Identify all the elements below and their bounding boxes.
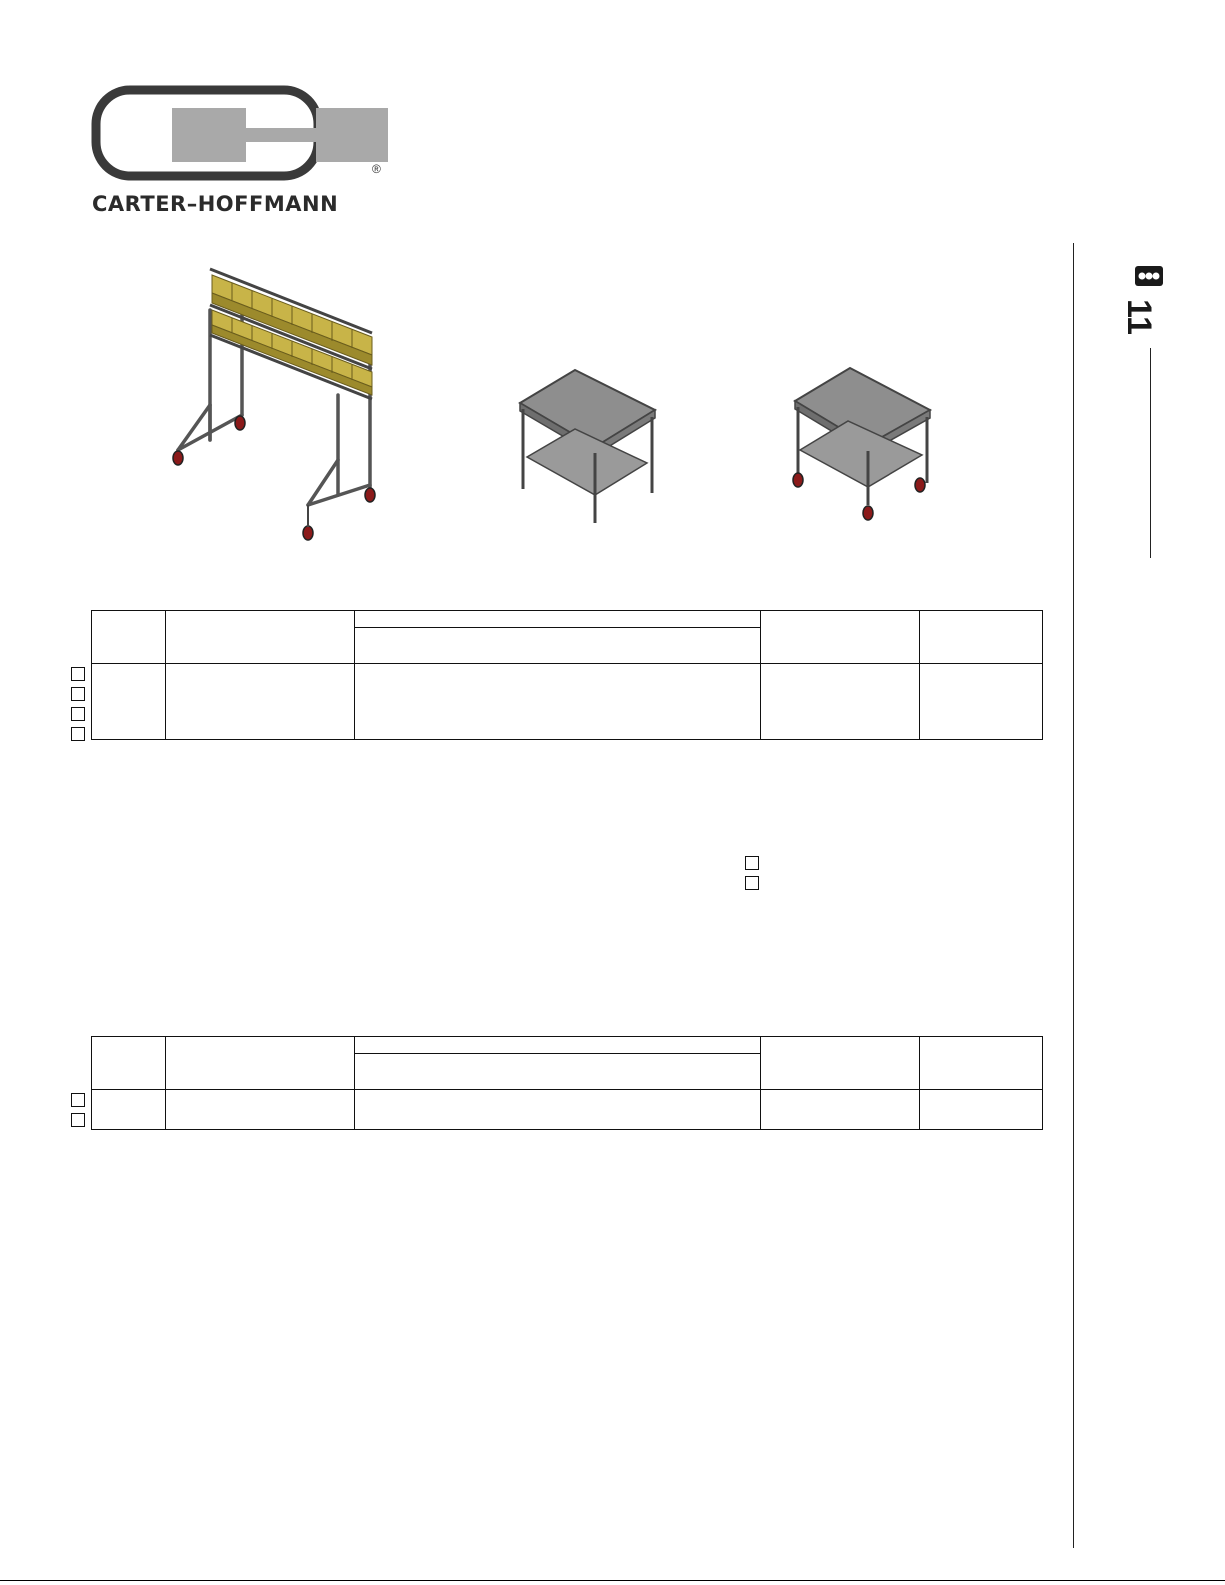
table-header-cell xyxy=(354,1037,761,1054)
model-checkbox[interactable] xyxy=(71,667,85,681)
section-tab xyxy=(1120,265,1188,345)
table-header-cell xyxy=(354,628,761,664)
option-checkbox[interactable] xyxy=(745,856,759,870)
brand-name: CARTER–HOFFMANN xyxy=(92,192,339,216)
section-number: 11 xyxy=(1120,299,1158,335)
table-header-cell xyxy=(761,1037,919,1090)
model-checkbox[interactable] xyxy=(71,1113,85,1127)
table-cell xyxy=(92,664,166,740)
stand-on-casters-illustration xyxy=(790,365,935,530)
table-cell xyxy=(92,1090,166,1130)
model-checkbox[interactable] xyxy=(71,1093,85,1107)
table-header-cell xyxy=(354,1054,761,1090)
table-cell xyxy=(761,664,919,740)
table-header-cell xyxy=(919,611,1042,664)
table-header-cell xyxy=(166,611,354,664)
table-cell xyxy=(166,664,354,740)
table-header-cell xyxy=(919,1037,1042,1090)
table-header-cell xyxy=(354,611,761,628)
table-cell xyxy=(166,1090,354,1130)
brand-logo xyxy=(88,84,393,216)
stand-on-legs-illustration xyxy=(515,365,660,530)
table-header-cell xyxy=(92,611,166,664)
table-cell xyxy=(919,664,1042,740)
option-checkbox[interactable] xyxy=(745,876,759,890)
table-header-cell xyxy=(92,1037,166,1090)
bottom-rule xyxy=(0,1580,1225,1581)
side-short-rule xyxy=(1150,348,1151,558)
model-checkbox[interactable] xyxy=(71,727,85,741)
table-cell xyxy=(354,664,761,740)
table-cell xyxy=(761,1090,919,1130)
rack-with-bins-illustration xyxy=(160,255,390,545)
model-checkbox[interactable] xyxy=(71,707,85,721)
side-vertical-rule xyxy=(1073,243,1074,1548)
logo-mark xyxy=(88,84,393,194)
model-checkbox[interactable] xyxy=(71,687,85,701)
spec-table-1 xyxy=(91,610,1043,740)
table-header-cell xyxy=(166,1037,354,1090)
registered-mark: ® xyxy=(372,162,381,176)
table-header-cell xyxy=(761,611,919,664)
table-cell xyxy=(354,1090,761,1130)
spec-table-2 xyxy=(91,1036,1043,1130)
table-cell xyxy=(919,1090,1042,1130)
